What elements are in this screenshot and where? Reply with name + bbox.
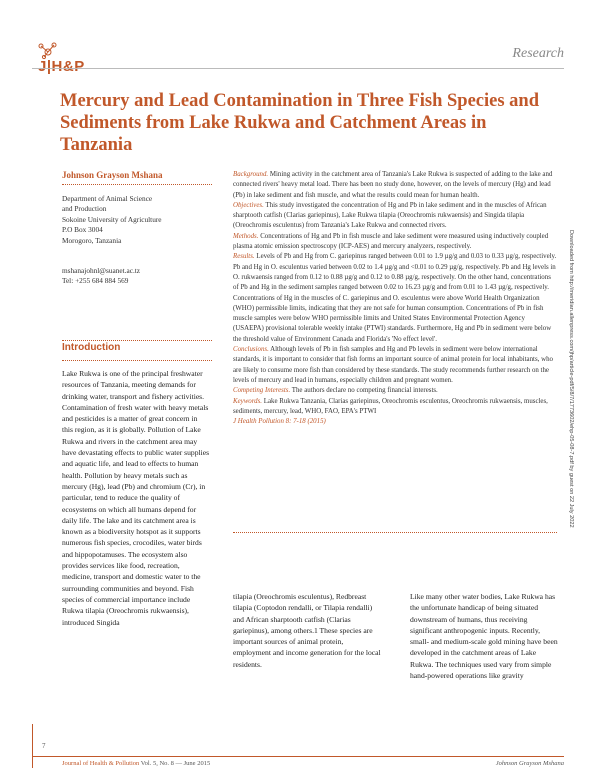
journal-logo-text: J|H&P <box>38 58 85 75</box>
body-column-2: tilapia (Oreochromis esculentus), Redbreast tilapia (Coptodon rendalli, or Tilapia rendalli) and African sharptooth catfish (Clarias gariepinus), among others.1 These species are important sources of animal protein, employment and income generation for the local residents. <box>233 592 381 669</box>
background-text: Mining activity in the catchment area of Tanzania's Lake Rukwa is suspected of adding to the lake and connected rivers' heavy metal load. There has been no study done, however, on the levels of mercury (Hg) and lead (Pb) in lake sediment and fish muscle, and what the results could mean for human health. <box>233 171 553 199</box>
affiliation-line: P.O Box 3004 <box>62 225 103 235</box>
affiliation-line: and Production <box>62 204 107 214</box>
footer-journal-name: Journal of Health & Pollution <box>62 760 140 767</box>
results-label: Results. <box>233 253 255 261</box>
citation-text: J Health Pollution 8: 7-18 (2015) <box>233 418 326 426</box>
competing-text: The authors declare no competing financial interests. <box>291 387 438 395</box>
abstract-competing <box>233 386 557 396</box>
abstract <box>233 170 557 427</box>
author-divider <box>62 184 212 185</box>
article-title: Mercury and Lead Contamination in Three Fish Species and Sediments from Lake Rukwa and Catchment Areas in Tanzania <box>60 91 539 155</box>
body-column-1: Lake Rukwa is one of the principal freshwater resources of Tanzania, meeting demands for drinking water, transport and fishery activities. Contamination of fresh water with heavy metals and pesticides is a matter of great concern in this region, as it is globally. Pollution of Lake Rukwa and rivers in the catchment area may have devastating effects to public water supplies and aquatic life, and lead to effects to human health. Pollution by heavy metals such as mercury (Hg), lead (Pb) and chromium (Cr), in particular, tend to reduce the quality of ecosystems on which all humans depend for daily life. The lake and its catchment area is known as a biodiversity hotspot as it supports numerous fish species, crocodiles, water birds and hippopotamuses. The ecosystem also provides services like food, recreation, medicine, transport and domestic water to the surrounding communities and beyond. Fish species of commercial importance include Rukwa tilapia (Oreochromis rukwaensis), introduced Singida <box>62 369 210 627</box>
background-label: Background. <box>233 171 269 178</box>
keywords-label: Keywords. <box>233 397 263 405</box>
competing-label: Competing Interests. <box>233 387 291 395</box>
objectives-label: Objectives. <box>233 201 264 209</box>
author-affiliation <box>62 194 212 246</box>
page-number: 7 <box>42 742 46 750</box>
body-column-3: Like many other water bodies, Lake Rukwa has the unfortunate handicap of being situated downstream of humans, thus receiving significant anthropogenic inputs. Recently, small- and medium-scale gold mining have been developed in the catchment areas of Lake Rukwa. The techniques used vary from simple hand-powered operations like gravity <box>410 592 558 681</box>
abstract-conclusions <box>233 345 557 386</box>
footer-volume: Vol. 5, No. 8 — June 2015 <box>140 760 211 767</box>
footer-journal <box>62 760 210 767</box>
abstract-keywords <box>233 397 557 418</box>
affiliation-line: Sokoine University of Agriculture <box>62 214 162 224</box>
intro-divider-top <box>62 340 212 341</box>
abstract-divider <box>233 532 557 533</box>
page-number-rule <box>32 724 33 768</box>
section-label: Research <box>512 46 564 61</box>
affiliation-line: Department of Animal Science <box>62 194 153 203</box>
author-tel: Tel: +255 684 884 569 <box>62 276 129 286</box>
author-contact <box>62 266 212 287</box>
author-email[interactable]: mshanajohnl@suanet.ac.tz <box>62 266 141 275</box>
introduction-heading: Introduction <box>62 342 121 353</box>
footer-author: Johnson Grayson Mshana <box>495 760 564 767</box>
download-note <box>566 230 576 770</box>
abstract-methods <box>233 232 557 253</box>
conclusions-label: Conclusions. <box>233 346 269 354</box>
intro-divider-bottom <box>62 360 212 361</box>
author-name: Johnson Grayson Mshana <box>62 170 163 180</box>
results-text: Levels of Pb and Hg from C. gariepinus ranged between 0.01 to 1.9 µg/g and 0.03 to 0.33 µg/g, respectively. Pb and Hg in O. esculentus varied between 0.02 to 1.4 µg/g and <0.01 to 0.29 µg/g, respectively. Pb and Hg levels in O. rukwaensis ranged from 0.12 to 0.88 µg/g and 0.12 to 0.88 µg/g, respectively. On the other hand, concentrations of Pb and Hg in the sediment samples ranged between 0.02 to 16.23 µg/g and from 0.01 to 1.43 µg/g, respectively. Concentrations of Hg in the muscles of C. gariepinus and O. esculentus were above World Health Organization (WHO) permissible limits, indicating that they are not safe for human consumption. Concentrations of Pb in fish muscle samples were below WHO permissible limits and United States Environmental Protection Agency (USAEPA) provisional tolerable weekly intake (PTWI) standards. Furthermore, Hg and Pb in sediment were below the threshold value of Environment Canada and Florida's 'No effect level'. <box>233 253 557 343</box>
abstract-objectives <box>233 201 557 232</box>
abstract-citation <box>233 417 557 427</box>
abstract-background <box>233 170 557 201</box>
objectives-text: This study investigated the concentration of Hg and Pb in lake sediment and in the muscles of African sharptooth catfish (Clarias gariepinus), Lake Rukwa tilapia (Oreochromis rukwaensis) and Singida tilapia (Oreochromis esculentus) from Tanzania's Lake Rukwa and connected rivers. <box>233 201 547 230</box>
conclusions-text: Although levels of Pb in fish samples and Hg and Pb levels in sediment were below international standards, it is important to consider that fish forms an important source of animal protein for local inhabitants, who are likely to consume more fish than considered by these standards. The study recommends further research on the levels of mercury and lead in humans, especially children and pregnant women. <box>233 346 553 384</box>
methods-label: Methods. <box>233 232 259 240</box>
affiliation-line: Morogoro, Tanzania <box>62 235 122 245</box>
download-note-text[interactable]: Downloaded from http://meridian.allenpress.com/jhp/article-pdf/5/8/7/1773602/ehp-05-08-7.pdf by guest on 22 July 2022 <box>568 230 574 528</box>
abstract-results <box>233 252 557 345</box>
header-divider <box>32 68 564 69</box>
footer-divider <box>32 756 564 757</box>
keywords-text: Lake Rukwa Tanzania, Clarias gariepinus, Oreochromis esculentus, Oreochromis rukwaensis, muscles, sediments, mercury, lead, WHO, FAO, EPA's PTWI <box>233 397 548 415</box>
methods-text: Concentrations of Hg and Pb in fish muscle and lake sediment were measured using inductively coupled plasma atomic emission spectroscopy (ICP-AES) and mercury analyzers, respectively. <box>233 232 549 251</box>
